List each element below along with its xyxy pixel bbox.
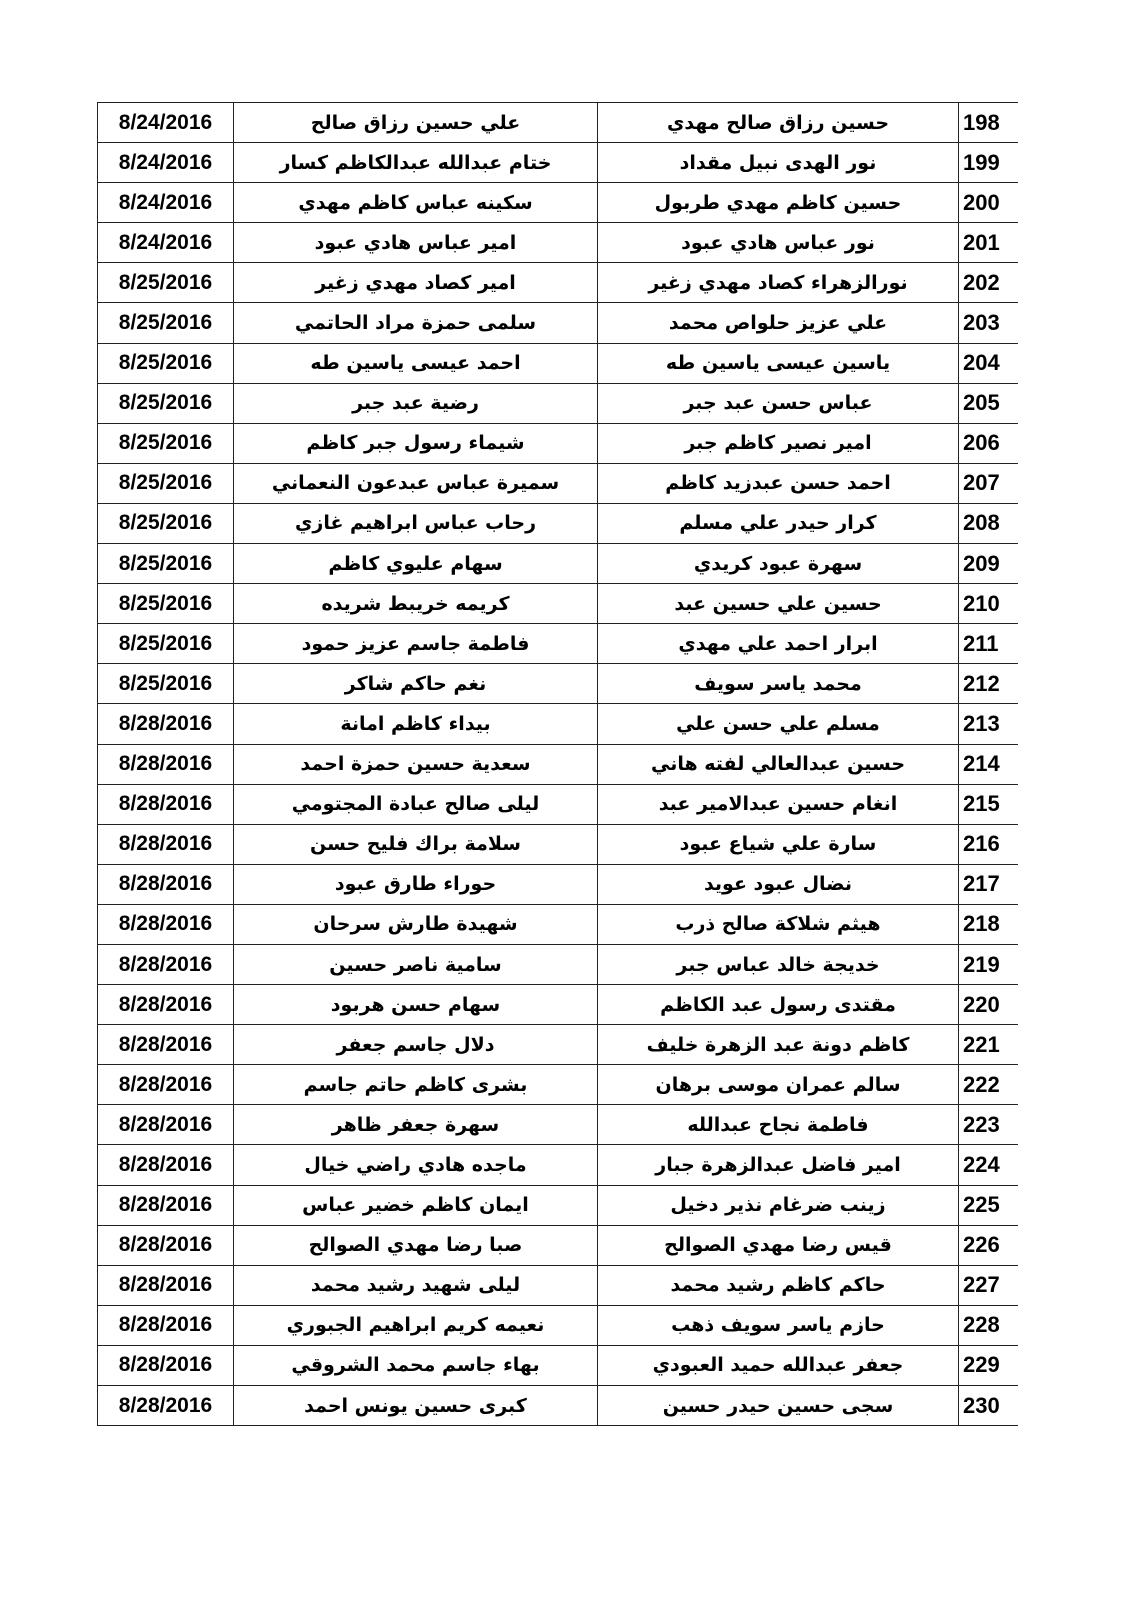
row-number-cell: 211 xyxy=(959,624,1019,664)
table-row xyxy=(98,1345,1019,1385)
guardian-name-cell: امير عباس هادي عبود xyxy=(234,223,598,263)
guardian-name-cell: رضية عبد جبر xyxy=(234,383,598,423)
row-number-cell: 220 xyxy=(959,985,1019,1025)
table-row xyxy=(98,463,1019,503)
table-row xyxy=(98,1386,1019,1426)
table-row xyxy=(98,1105,1019,1145)
name-cell: حسين علي حسين عبد xyxy=(598,584,959,624)
guardian-name-cell: رحاب عباس ابراهيم غازي xyxy=(234,503,598,543)
table-row xyxy=(98,1145,1019,1185)
guardian-name-cell: سامية ناصر حسين xyxy=(234,944,598,984)
date-cell: 8/24/2016 xyxy=(98,103,234,143)
table-row xyxy=(98,584,1019,624)
row-number-cell: 217 xyxy=(959,864,1019,904)
table-row xyxy=(98,383,1019,423)
guardian-name-cell: علي حسين رزاق صالح xyxy=(234,103,598,143)
name-cell: نور عباس هادي عبود xyxy=(598,223,959,263)
name-cell: قيس رضا مهدي الصوالح xyxy=(598,1225,959,1265)
guardian-name-cell: فاطمة جاسم عزيز حمود xyxy=(234,624,598,664)
guardian-name-cell: ختام عبدالله عبدالكاظم كسار xyxy=(234,143,598,183)
name-cell: مقتدى رسول عبد الكاظم xyxy=(598,985,959,1025)
date-cell: 8/25/2016 xyxy=(98,624,234,664)
guardian-name-cell: بهاء جاسم محمد الشروقي xyxy=(234,1345,598,1385)
name-cell: علي عزيز حلواص محمد xyxy=(598,303,959,343)
row-number-cell: 202 xyxy=(959,263,1019,303)
date-cell: 8/28/2016 xyxy=(98,1265,234,1305)
name-cell: سهرة عبود كريدي xyxy=(598,544,959,584)
guardian-name-cell: حوراء طارق عبود xyxy=(234,864,598,904)
date-cell: 8/24/2016 xyxy=(98,143,234,183)
date-cell: 8/28/2016 xyxy=(98,1225,234,1265)
row-number-cell: 228 xyxy=(959,1305,1019,1345)
name-cell: ابرار احمد علي مهدي xyxy=(598,624,959,664)
name-cell: عباس حسن عبد جبر xyxy=(598,383,959,423)
guardian-name-cell: ليلى شهيد رشيد محمد xyxy=(234,1265,598,1305)
guardian-name-cell: سلامة براك فليح حسن xyxy=(234,824,598,864)
name-cell: كاظم دونة عبد الزهرة خليف xyxy=(598,1025,959,1065)
table-row xyxy=(98,223,1019,263)
records-table xyxy=(97,102,1018,1426)
row-number-cell: 206 xyxy=(959,423,1019,463)
row-number-cell: 200 xyxy=(959,183,1019,223)
table-row xyxy=(98,183,1019,223)
row-number-cell: 207 xyxy=(959,463,1019,503)
guardian-name-cell: ليلى صالح عبادة المجتومي xyxy=(234,784,598,824)
row-number-cell: 204 xyxy=(959,343,1019,383)
table-row xyxy=(98,624,1019,664)
name-cell: حازم ياسر سويف ذهب xyxy=(598,1305,959,1345)
row-number-cell: 209 xyxy=(959,544,1019,584)
date-cell: 8/25/2016 xyxy=(98,423,234,463)
date-cell: 8/28/2016 xyxy=(98,904,234,944)
guardian-name-cell: سهام عليوي كاظم xyxy=(234,544,598,584)
date-cell: 8/28/2016 xyxy=(98,1145,234,1185)
row-number-cell: 198 xyxy=(959,103,1019,143)
guardian-name-cell: احمد عيسى ياسين طه xyxy=(234,343,598,383)
row-number-cell: 224 xyxy=(959,1145,1019,1185)
name-cell: محمد ياسر سويف xyxy=(598,664,959,704)
guardian-name-cell: امير كصاد مهدي زغير xyxy=(234,263,598,303)
name-cell: جعفر عبدالله حميد العبودي xyxy=(598,1345,959,1385)
name-cell: نور الهدى نبيل مقداد xyxy=(598,143,959,183)
guardian-name-cell: سلمى حمزة مراد الحاتمي xyxy=(234,303,598,343)
table-row xyxy=(98,784,1019,824)
name-cell: حسين رزاق صالح مهدي xyxy=(598,103,959,143)
table-row xyxy=(98,263,1019,303)
guardian-name-cell: نعيمه كريم ابراهيم الجبوري xyxy=(234,1305,598,1345)
table-row xyxy=(98,664,1019,704)
date-cell: 8/28/2016 xyxy=(98,1025,234,1065)
date-cell: 8/28/2016 xyxy=(98,704,234,744)
guardian-name-cell: دلال جاسم جعفر xyxy=(234,1025,598,1065)
row-number-cell: 216 xyxy=(959,824,1019,864)
table-row xyxy=(98,103,1019,143)
table-row xyxy=(98,864,1019,904)
table-row xyxy=(98,1185,1019,1225)
guardian-name-cell: بيداء كاظم امانة xyxy=(234,704,598,744)
guardian-name-cell: سهام حسن هربود xyxy=(234,985,598,1025)
table-row xyxy=(98,503,1019,543)
row-number-cell: 221 xyxy=(959,1025,1019,1065)
table-row xyxy=(98,143,1019,183)
date-cell: 8/25/2016 xyxy=(98,343,234,383)
name-cell: امير نصير كاظم جبر xyxy=(598,423,959,463)
date-cell: 8/28/2016 xyxy=(98,1105,234,1145)
guardian-name-cell: سكينه عباس كاظم مهدي xyxy=(234,183,598,223)
name-cell: خديجة خالد عباس جبر xyxy=(598,944,959,984)
date-cell: 8/25/2016 xyxy=(98,544,234,584)
date-cell: 8/25/2016 xyxy=(98,503,234,543)
name-cell: احمد حسن عبدزيد كاظم xyxy=(598,463,959,503)
row-number-cell: 208 xyxy=(959,503,1019,543)
row-number-cell: 226 xyxy=(959,1225,1019,1265)
name-cell: مسلم علي حسن علي xyxy=(598,704,959,744)
guardian-name-cell: سعدية حسين حمزة احمد xyxy=(234,744,598,784)
table-row xyxy=(98,303,1019,343)
name-cell: كرار حيدر علي مسلم xyxy=(598,503,959,543)
date-cell: 8/28/2016 xyxy=(98,1386,234,1426)
date-cell: 8/25/2016 xyxy=(98,584,234,624)
table-row xyxy=(98,704,1019,744)
table-row xyxy=(98,904,1019,944)
name-cell: نضال عبود عويد xyxy=(598,864,959,904)
date-cell: 8/24/2016 xyxy=(98,223,234,263)
date-cell: 8/25/2016 xyxy=(98,463,234,503)
date-cell: 8/28/2016 xyxy=(98,1305,234,1345)
table-row xyxy=(98,544,1019,584)
date-cell: 8/25/2016 xyxy=(98,383,234,423)
table-row xyxy=(98,1065,1019,1105)
date-cell: 8/28/2016 xyxy=(98,824,234,864)
table-row xyxy=(98,1225,1019,1265)
guardian-name-cell: ماجده هادي راضي خيال xyxy=(234,1145,598,1185)
table-row xyxy=(98,744,1019,784)
table-row xyxy=(98,824,1019,864)
row-number-cell: 230 xyxy=(959,1386,1019,1426)
guardian-name-cell: صبا رضا مهدي الصوالح xyxy=(234,1225,598,1265)
name-cell: انغام حسين عبدالامير عبد xyxy=(598,784,959,824)
name-cell: حسين عبدالعالي لفته هاني xyxy=(598,744,959,784)
row-number-cell: 205 xyxy=(959,383,1019,423)
row-number-cell: 223 xyxy=(959,1105,1019,1145)
row-number-cell: 225 xyxy=(959,1185,1019,1225)
date-cell: 8/25/2016 xyxy=(98,664,234,704)
name-cell: امير فاضل عبدالزهرة جبار xyxy=(598,1145,959,1185)
guardian-name-cell: كريمه خريبط شريده xyxy=(234,584,598,624)
name-cell: نورالزهراء كصاد مهدي زغير xyxy=(598,263,959,303)
date-cell: 8/25/2016 xyxy=(98,303,234,343)
date-cell: 8/28/2016 xyxy=(98,864,234,904)
table-row xyxy=(98,423,1019,463)
guardian-name-cell: سهرة جعفر ظاهر xyxy=(234,1105,598,1145)
date-cell: 8/28/2016 xyxy=(98,1345,234,1385)
name-cell: زينب ضرغام نذير دخيل xyxy=(598,1185,959,1225)
table-row xyxy=(98,944,1019,984)
guardian-name-cell: كبرى حسين يونس احمد xyxy=(234,1386,598,1426)
date-cell: 8/28/2016 xyxy=(98,985,234,1025)
row-number-cell: 229 xyxy=(959,1345,1019,1385)
table-row xyxy=(98,1305,1019,1345)
name-cell: سجى حسين حيدر حسين xyxy=(598,1386,959,1426)
row-number-cell: 210 xyxy=(959,584,1019,624)
guardian-name-cell: شهيدة طارش سرحان xyxy=(234,904,598,944)
guardian-name-cell: شيماء رسول جبر كاظم xyxy=(234,423,598,463)
row-number-cell: 215 xyxy=(959,784,1019,824)
name-cell: سارة علي شياع عبود xyxy=(598,824,959,864)
table-row xyxy=(98,1025,1019,1065)
date-cell: 8/24/2016 xyxy=(98,183,234,223)
name-cell: سالم عمران موسى برهان xyxy=(598,1065,959,1105)
date-cell: 8/28/2016 xyxy=(98,944,234,984)
records-table-body xyxy=(98,103,1019,1426)
row-number-cell: 214 xyxy=(959,744,1019,784)
name-cell: حسين كاظم مهدي طربول xyxy=(598,183,959,223)
guardian-name-cell: نغم حاكم شاكر xyxy=(234,664,598,704)
row-number-cell: 222 xyxy=(959,1065,1019,1105)
row-number-cell: 199 xyxy=(959,143,1019,183)
name-cell: فاطمة نجاح عبدالله xyxy=(598,1105,959,1145)
table-row xyxy=(98,985,1019,1025)
name-cell: هيثم شلاكة صالح ذرب xyxy=(598,904,959,944)
date-cell: 8/25/2016 xyxy=(98,263,234,303)
row-number-cell: 203 xyxy=(959,303,1019,343)
table-row xyxy=(98,343,1019,383)
row-number-cell: 218 xyxy=(959,904,1019,944)
row-number-cell: 212 xyxy=(959,664,1019,704)
table-row xyxy=(98,1265,1019,1305)
date-cell: 8/28/2016 xyxy=(98,1185,234,1225)
row-number-cell: 227 xyxy=(959,1265,1019,1305)
name-cell: ياسين عيسى ياسين طه xyxy=(598,343,959,383)
row-number-cell: 219 xyxy=(959,944,1019,984)
guardian-name-cell: سميرة عباس عبدعون النعماني xyxy=(234,463,598,503)
date-cell: 8/28/2016 xyxy=(98,784,234,824)
guardian-name-cell: ايمان كاظم خضير عباس xyxy=(234,1185,598,1225)
date-cell: 8/28/2016 xyxy=(98,744,234,784)
name-cell: حاكم كاظم رشيد محمد xyxy=(598,1265,959,1305)
row-number-cell: 201 xyxy=(959,223,1019,263)
date-cell: 8/28/2016 xyxy=(98,1065,234,1105)
row-number-cell: 213 xyxy=(959,704,1019,744)
guardian-name-cell: بشرى كاظم حاتم جاسم xyxy=(234,1065,598,1105)
